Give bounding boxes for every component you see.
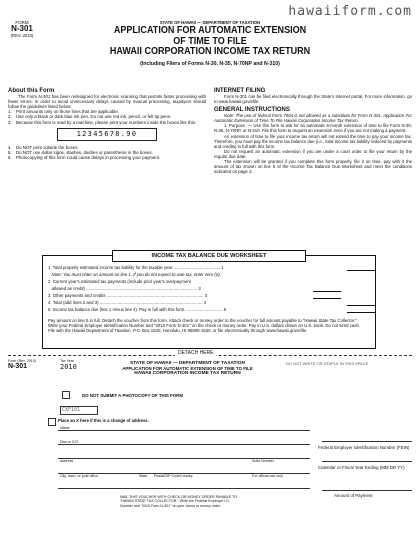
worksheet-line: allowed as credit) ............................................................................................. 2 — [51, 286, 201, 291]
no-photocopy-notice: DO NOT SUBMIT A PHOTOCOPY OF THIS FORM — [82, 393, 183, 398]
dba-label: Dba or C/O — [60, 440, 79, 444]
worksheet-title: INCOME TAX BALANCE DUE WORKSHEET — [112, 250, 306, 262]
sample-number-box: 12345678.90 — [57, 128, 157, 141]
worksheet-amount-field[interactable] — [313, 292, 341, 299]
tax-year-value: 2010 — [60, 363, 77, 372]
list-item: 1. Print amounts only on those lines that are applicable. — [8, 109, 119, 115]
list-item: 5. Do NOT use dollar signs, slashes, dashes or parenthesis in the boxes. — [8, 150, 153, 156]
form-title-line2: OF TIME TO FILE — [173, 34, 247, 47]
corner-mark — [62, 391, 70, 399]
name-label: Name — [60, 426, 70, 430]
country-label: Country — [180, 474, 193, 478]
instruction-paragraph: The extension will be granted if you complete this form properly, file it on time, pay with it the amount of tax shown on line 5 of the Income Tax Balance Due Worksheet and meet the conditions indicated on page 2. — [214, 159, 412, 175]
worksheet-amount-field[interactable] — [347, 264, 375, 271]
list-item: 4. Do NOT print outside the boxes. — [8, 144, 79, 150]
fiscal-year-label: Calendar or Fiscal Year Ending (MM DD YY) — [318, 465, 405, 470]
fein-field[interactable] — [322, 441, 412, 442]
fein-label: Federal Employer Identification Number (FEIN) — [318, 445, 410, 450]
list-item: 2. Use only a black or dark blue ink pen. Do not use red ink, pencil, or felt tip pens. — [8, 114, 172, 120]
detach-label: DETACH HERE — [175, 350, 216, 356]
general-note: Note: The use of federal Form 7004 is not allowed as a substitute for Form N-301, Application For Automatic Extension of Time To File Hawaii Corporation Income Tax Return. — [214, 113, 412, 124]
voucher-title2: HAWAII CORPORATION INCOME TAX RETURN — [134, 371, 241, 376]
form-header — [60, 20, 360, 67]
instructions-section — [214, 88, 412, 174]
voucher-form-number: N-301 — [8, 363, 28, 371]
official-use-label: For official use only — [252, 474, 283, 478]
about-title: About this Form — [8, 88, 55, 94]
form-subtitle: (Including Filers of Forms N-30, N-35, N-70NP and N-310) — [140, 60, 280, 67]
suite-label: Suite Number — [252, 459, 274, 463]
change-of-address-label: Place an X here if this is a change of address. — [58, 418, 149, 423]
form-id-block — [4, 20, 40, 38]
general-instructions-title: GENERAL INSTRUCTIONS — [214, 107, 290, 114]
no-staple-notice: DO NOT WRITE OR STAPLE IN THIS SPACE — [286, 361, 369, 366]
payment-amount-field[interactable] — [322, 490, 412, 491]
voucher-department: STATE OF HAWAII — DEPARTMENT OF TAXATION — [130, 361, 245, 366]
worksheet-note: Note: You must enter an amount on line 1. If you do not expect to owe tax, enter zero (0). — [51, 272, 221, 277]
worksheet-line: 2 Current year's estimated tax payments (include prior year's overpayment — [48, 279, 191, 284]
purpose-text: 1. Purpose. — Use this form to ask for an automatic 6-month extension of time to file Form N-30, N-35, N-70NP, or N-310. File this form to request an extension even if you are not making a payment. — [214, 123, 412, 134]
worksheet-line: 5 Income tax balance due (line 1 minus line 4). Pay in full with this form. .............................. 5 — [48, 307, 227, 312]
voucher-title1: APPLICATION FOR AUTOMATIC EXTENSION OF TIME TO FILE — [122, 366, 253, 371]
form-label: FORM — [15, 20, 29, 25]
about-intro: The Form N-301 has been redesigned for electronic scanning that permits faster processing with fewer errors. In order to avoid unnecessary delays caused by manual processing, taxpayers should follow the guidelines listed below: — [8, 94, 206, 110]
postal-label: Postal/ZIP Code — [154, 474, 181, 478]
address-box-bottom — [58, 488, 310, 489]
state-label: State — [139, 474, 148, 478]
form-title-line3: HAWAII CORPORATION INCOME TAX RETURN — [109, 45, 311, 57]
worksheet-line: 3 Other payments and credits ................................................................................. 3 — [48, 293, 208, 298]
scan-code: CXF101 — [62, 407, 81, 413]
name-field[interactable] — [58, 430, 310, 431]
voucher-form-id — [8, 359, 68, 370]
balance-due-worksheet — [42, 255, 376, 349]
worksheet-amount-field[interactable] — [347, 306, 375, 313]
payment-amount-label: Amount of Payment — [334, 493, 373, 498]
change-of-address-checkbox[interactable] — [48, 418, 56, 426]
fiscal-year-field[interactable] — [322, 461, 412, 462]
dba-field[interactable] — [58, 444, 310, 445]
list-item: 6. Photocopying of this form could cause delays in processing your payment. — [8, 155, 161, 161]
worksheet-line: 4 Total (add lines 2 and 3) ...................................................................................... 4 — [48, 300, 207, 305]
internet-filing-text: Form N-301 can be filed electronically through the State's Internet portal. For more information, go to www.hawaii.gov/efile. — [214, 94, 412, 105]
form-revision: (REV. 2010) — [10, 33, 34, 38]
form-number: N-301 — [11, 24, 33, 33]
address-label: Address — [60, 459, 74, 463]
worksheet-amount-field[interactable] — [347, 299, 375, 306]
city-label: City, town, or post office — [60, 474, 99, 478]
internet-filing-title: INTERNET FILING — [214, 88, 266, 94]
about-section — [8, 88, 206, 161]
department-name: STATE OF HAWAII — DEPARTMENT OF TAXATION — [159, 20, 261, 25]
mail-instructions: MAIL THIS VOUCHER WITH CHECK OR MONEY ORDER PAYABLE TO "HAWAII STATE TAX COLLECTOR." Write the Federal Employer I.D. Number and "2010 Form N-301" on your check or money order. — [120, 495, 238, 508]
voucher-form-rev: (Rev. 2010) — [17, 359, 36, 363]
instruction-paragraph: Do not request an automatic extension if you are under a court order to file your return by the regular due date. — [214, 148, 412, 159]
tax-year-label: Tax Year — [60, 359, 74, 363]
worksheet-amount-field[interactable] — [313, 285, 341, 292]
worksheet-pay-instructions: Pay amount on line 5 in full. Detach the voucher from this form. Attach check or money order to the voucher for full amount payable to "Hawaii State Tax Collector." Write your Federal Employer Identification Number and "2010 Form N-301" on the check or money order. Pay in U.S. dollars drawn on U.S. bank. Do not send cash. File with the Hawaii Department of Taxation, P.O. Box 1530, Honolulu, HI 96806-1530, or file electronically through www.hawaii.gov/efile. — [48, 318, 361, 333]
voucher-tax-year — [60, 359, 77, 371]
list-item: 3. Because this form is read by a machine, please print your numbers inside the boxes like this: — [8, 119, 197, 125]
form-title-line1: APPLICATION FOR AUTOMATIC EXTENSION — [113, 24, 307, 36]
voucher-header — [100, 361, 275, 376]
worksheet-line: 1 Total properly estimated income tax liability for the taxable year ....................................... 1 — [48, 265, 224, 270]
instruction-paragraph: An extension of time to file your income tax return will not extend the time to pay your income tax. Therefore, you must pay the income tax balance due (i.e., total income tax liability reduced by payments and credits) in full with this form. — [214, 133, 412, 149]
watermark-text: hawaiiform.com — [288, 4, 412, 19]
voucher-form-label: Form — [8, 359, 17, 363]
